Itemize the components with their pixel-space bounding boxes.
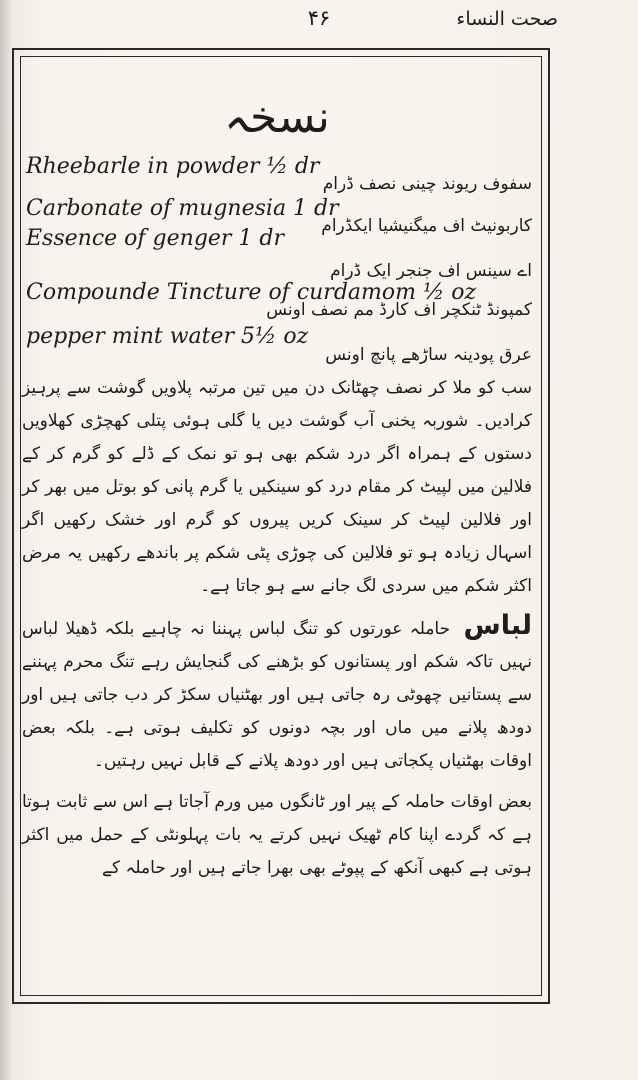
running-title: صحت النساء: [456, 8, 558, 30]
section-heading-clothing: لباس: [463, 610, 532, 641]
recipe-line-english: Rheebarle in powder ½ dr: [26, 154, 320, 179]
recipe-line-english: Carbonate of mugnesia 1 dr: [26, 196, 339, 221]
recipe-title: نسخہ: [224, 92, 330, 143]
recipe-line-english: Compounde Tincture of curdamom ½ oz: [26, 280, 477, 305]
recipe-line-3: [22, 226, 532, 282]
body-text: [22, 372, 532, 891]
recipe-line-urdu: سفوف ریوند چینی نصف ڈرام: [322, 174, 532, 194]
page-number: ۴۶: [307, 6, 331, 30]
recipe-line-english: pepper mint water 5½ oz: [26, 324, 309, 349]
recipe-line-urdu: اے سینس اف جنجر ایک ڈرام: [330, 261, 532, 281]
paragraph-2-text: حاملہ عورتوں کو تنگ لباس پہننا نہ چاہیے بلکہ ڈھیلا لباس نہیں تاکہ شکم اور پستانوں کو بڑھنے کی گنجایش رہے تنگ محرم پہننے سے پستانیں چھوٹی رہ جاتی ہیں اور بھٹنیاں سکڑ کر دب جاتی ہیں اور دودھ پلانے میں ماں اور بچہ دونوں کو تکلیف ہوتی ہے۔ بلکہ بعض اوقات بھٹنیاں پکجاتی ہیں اور دودھ پلانے کے قابل نہیں رہتیں۔: [22, 619, 532, 771]
recipe-line-english: Essence of genger 1 dr: [26, 226, 285, 251]
spine-shadow: [0, 0, 12, 1080]
recipe-line-urdu: عرق پودینہ ساڑھے پانچ اونس: [325, 345, 532, 365]
recipe-line-urdu: کمپونڈ ٹنکچر اف کارڈ مم نصف اونس: [266, 300, 532, 320]
paragraph-1: سب کو ملا کر نصف چھٹانک دن میں تین مرتبہ پلاویں گوشت سے پرہیز کرادیں۔ شوربہ یخنی آب گوشت دیں یا گلی ہوئی پتلی کھچڑی کھلاویں دستوں کے ہمراہ اگر درد شکم بھی ہو تو نمک کے ڈلے کو گرم کر کے فلالین میں لپیٹ کر مقام درد کو سینکیں یا گرم پانی کو بوتل میں بھر کر اور فلالین لپیٹ کر سینک کریں پیروں کو گرم اور خشک رکھیں اگر اسہال زیادہ ہو تو فلالین کی چوڑی پٹی شکم پر باندھے رکھیں یہ مرض اکثر شکم میں سردی لگ جانے سے ہو جاتا ہے۔: [22, 378, 532, 596]
recipe-line-urdu: کاربونیٹ اف میگنیشیا ایکڈرام: [321, 216, 532, 236]
paragraph-3: بعض اوقات حاملہ کے پیر اور ٹانگوں میں ورم آجاتا ہے اس سے ثابت ہوتا ہے کہ گردے اپنا کام ٹھیک نہیں کرتے یہ بات پہلونٹی کے حمل میں اکثر ہوتی ہے کبھی آنکھ کے پپوٹے بھی بھرا جاتے ہیں اور حاملہ کے: [22, 792, 532, 878]
paragraph-2: [22, 609, 532, 778]
page-header: [20, 6, 618, 40]
